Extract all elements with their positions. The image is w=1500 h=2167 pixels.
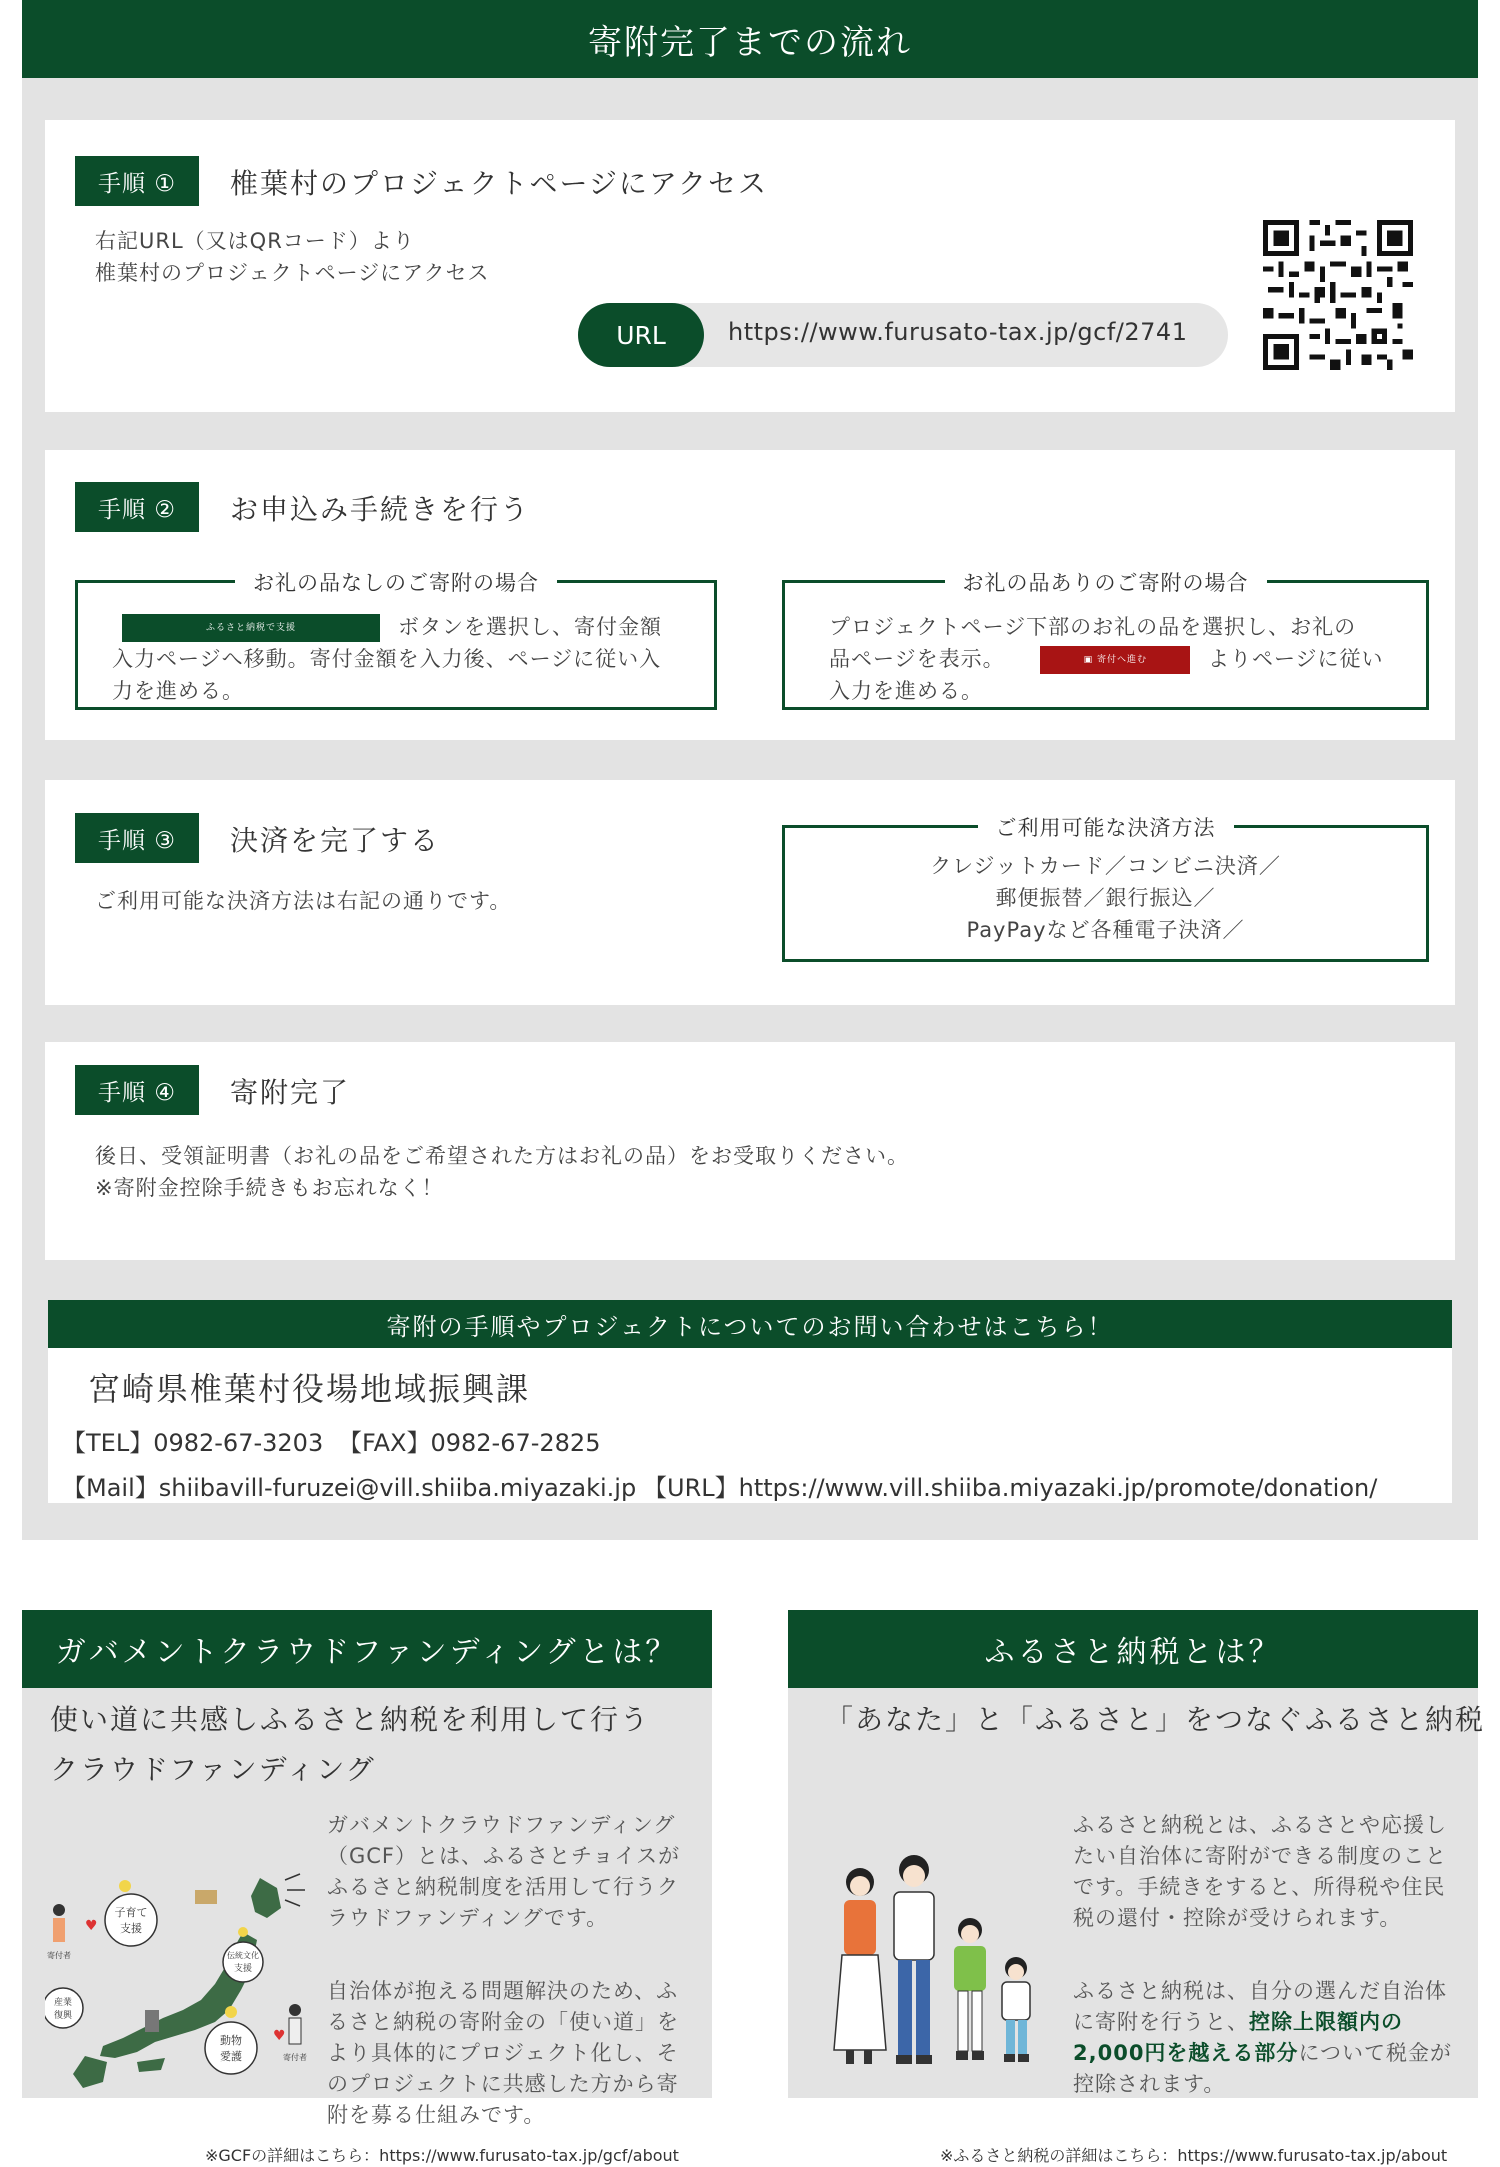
amount-highlight: 2,000円を越える部分	[1073, 2041, 1299, 2065]
boy-leg-icon	[958, 1991, 968, 2051]
child-top-icon	[1002, 1982, 1030, 2020]
office-name: 宮崎県椎葉村役場地域振興課	[88, 1370, 531, 1408]
step1-title: 椎葉村のプロジェクトページにアクセス	[230, 167, 769, 200]
family-illustration	[820, 1850, 1060, 2080]
father-leg-icon	[916, 1960, 930, 2055]
mother-shoe-icon	[864, 2050, 872, 2064]
no-gift-text: ふるさと納税で支援 ボタンを選択し、寄付金額 入力ページへ移動。寄付金額を入力後、ページに従い入 力を進める。	[112, 615, 662, 703]
culture-label-1: 伝統文化	[227, 1951, 259, 1960]
gcf-paragraph-1: ガバメントクラウドファンディング （GCF）とは、ふるさとチョイスが ふるさと納税制度を活用して行うク ラウドファンディングです。	[327, 1813, 681, 1930]
contact-body	[48, 1348, 1452, 1503]
hokkaido-shape	[251, 1878, 281, 1918]
step3-description: ご利用可能な決済方法は右記の通りです。	[95, 889, 512, 913]
contact-url-link[interactable]: 【URL】https://www.vill.shiiba.miyazaki.jp/promote/donation/	[643, 1474, 1378, 1502]
boy-shoe-icon	[972, 2051, 984, 2060]
donor-head-icon	[53, 1904, 65, 1916]
childcare-bubble	[105, 1894, 157, 1946]
no-gift-legend: お礼の品なしのご寄附の場合	[235, 571, 557, 595]
furusato-footnote[interactable]: ※ふるさと納税の詳細はこちら：https://www.furusato-tax.jp/about	[940, 2146, 1448, 2165]
house-icon	[195, 1890, 217, 1904]
lightbulb-icon	[225, 2006, 237, 2018]
step3-title: 決済を完了する	[230, 824, 441, 857]
boy-top-icon	[954, 1946, 986, 1991]
childcare-label-2: 支援	[120, 1922, 142, 1935]
step4-badge: 手順 ④	[75, 1065, 199, 1115]
step2-card	[45, 450, 1455, 740]
child-shoe-icon	[1018, 2054, 1029, 2062]
deduction-limit-highlight: 控除上限額内の	[1249, 2010, 1403, 2034]
animal-bubble	[205, 2022, 257, 2074]
step4-title: 寄附完了	[230, 1076, 351, 1109]
page-title: 寄附完了までの流れ	[22, 0, 1478, 78]
lightbulb-icon	[238, 1927, 248, 1937]
building-icon	[145, 2010, 159, 2032]
heart-icon: ♥	[273, 2028, 286, 2044]
mother-shoe-icon	[846, 2050, 854, 2064]
step4-description: 後日、受領証明書（お礼の品をご希望された方はお礼の品）をお受取りください。 ※寄附金控除手続きもお忘れなく！	[95, 1144, 909, 1200]
child-face-icon	[1008, 1964, 1024, 1980]
donor-head-icon	[289, 2004, 301, 2016]
child-leg-icon	[1006, 2020, 1015, 2054]
boy-shoe-icon	[956, 2051, 968, 2060]
donor-label-2: 寄付者	[283, 2053, 307, 2062]
industry-label-2: 復興	[53, 2011, 73, 2021]
furusato-subtitle: 「あなた」と「ふるさと」をつなぐふるさと納税	[825, 1703, 1486, 1736]
project-url-link[interactable]: https://www.furusato-tax.jp/gcf/2741	[728, 318, 1188, 346]
with-gift-legend: お礼の品ありのご寄附の場合	[945, 571, 1267, 595]
url-label: URL	[578, 303, 704, 367]
father-top-icon	[894, 1892, 934, 1960]
boy-leg-icon	[972, 1991, 982, 2051]
no-gift-frame	[75, 571, 717, 710]
animal-label-1: 動物	[220, 2034, 242, 2047]
heart-icon: ♥	[85, 1918, 98, 1934]
contact-tel: 【TEL】0982-67-3203	[62, 1429, 324, 1457]
gcf-subtitle-1: 使い道に共感しふるさと納税を利用して行う	[50, 1703, 651, 1736]
gift-icon: ▣	[1083, 655, 1097, 665]
proceed-to-donate-button[interactable]: ▣ 寄付へ進む	[1040, 646, 1190, 674]
lightbulb-icon	[119, 1880, 131, 1892]
payment-methods-list: クレジットカード／コンビニ決済／ 郵便振替／銀行振込／ PayPayなど各種電子決済／	[930, 854, 1281, 942]
japan-map-illustration	[45, 1860, 315, 2090]
furusato-support-button[interactable]: ふるさと納税で支援	[122, 614, 380, 642]
mother-face-icon	[850, 1876, 870, 1896]
donor-body-icon	[53, 1918, 65, 1942]
culture-bubble	[223, 1942, 263, 1982]
step1-badge: 手順 ①	[75, 156, 199, 206]
step1-desc-line2: 椎葉村のプロジェクトページにアクセス	[95, 261, 490, 285]
gcf-footnote[interactable]: ※GCFの詳細はこちら：https://www.furusato-tax.jp/gcf/about	[205, 2146, 679, 2165]
step3-badge: 手順 ③	[75, 813, 199, 863]
donor-body-icon	[289, 2018, 301, 2044]
father-shoe-icon	[916, 2055, 932, 2064]
mother-skirt-icon	[834, 1955, 886, 2050]
step1-card	[45, 120, 1455, 412]
contact-mail-link[interactable]: 【Mail】shiibavill-furuzei@vill.shiiba.miyazaki.jp	[62, 1474, 637, 1502]
step2-title: お申込み手続きを行う	[230, 493, 531, 526]
with-gift-text: プロジェクトページ下部のお礼の品を選択し、お礼の 品ページを表示。 ▣ 寄付へ進む よりページに従い 入力を進める。	[829, 615, 1384, 703]
industry-label-1: 産業	[53, 1998, 73, 2008]
donor-label-1: 寄付者	[47, 1951, 71, 1960]
qr-code-icon[interactable]	[1263, 220, 1413, 370]
gcf-header: ガバメントクラウドファンディングとは？	[22, 1610, 712, 1688]
with-gift-frame	[782, 571, 1429, 710]
mother-top-icon	[844, 1900, 876, 1955]
industry-bubble	[45, 1988, 83, 2028]
kyushu-shape	[73, 2056, 107, 2088]
child-leg-icon	[1018, 2020, 1027, 2054]
boy-face-icon	[961, 1925, 979, 1943]
step4-card	[45, 1042, 1455, 1260]
payment-methods-legend: ご利用可能な決済方法	[978, 816, 1234, 840]
father-shoe-icon	[896, 2055, 912, 2064]
step1-description	[95, 225, 490, 289]
father-face-icon	[903, 1865, 925, 1887]
shikoku-shape	[137, 2058, 165, 2072]
culture-label-2: 支援	[233, 1964, 253, 1974]
contact-header: 寄附の手順やプロジェクトについてのお問い合わせはこちら！	[48, 1300, 1452, 1348]
father-leg-icon	[898, 1960, 912, 2055]
childcare-label-1: 子育て	[114, 1906, 148, 1919]
animal-label-2: 愛護	[220, 2050, 242, 2063]
furusato-paragraph-2: ふるさと納税は、自分の選んだ自治体 に寄附を行うと、控除上限額内の 2,000円を越える部分について税金が 控除されます。	[1073, 1979, 1453, 2096]
furusato-paragraph-1: ふるさと納税とは、ふるさとや応援し たい自治体に寄附ができる制度のこと です。手続きをすると、所得税や住民 税の還付・控除が受けられます。	[1073, 1813, 1447, 1930]
gcf-paragraph-2: 自治体が抱える問題解決のため、ふ るさと納税の寄附金の「使い道」を より具体的にプロジェクト化し、そ のプロジェクトに共感した方から寄 附を募る仕組みです。	[327, 1979, 679, 2127]
step1-desc-line1: 右記URL（又はQRコード）より	[95, 229, 415, 253]
step2-badge: 手順 ②	[75, 482, 199, 532]
payment-methods-frame	[782, 816, 1429, 962]
step3-card	[45, 780, 1455, 1005]
contact-fax: 【FAX】0982-67-2825	[338, 1429, 601, 1457]
sparkle-lines-icon	[285, 1874, 305, 1906]
child-shoe-icon	[1004, 2054, 1015, 2062]
furusato-header: ふるさと納税とは？	[788, 1610, 1478, 1688]
gcf-subtitle-2: クラウドファンディング	[50, 1753, 376, 1786]
